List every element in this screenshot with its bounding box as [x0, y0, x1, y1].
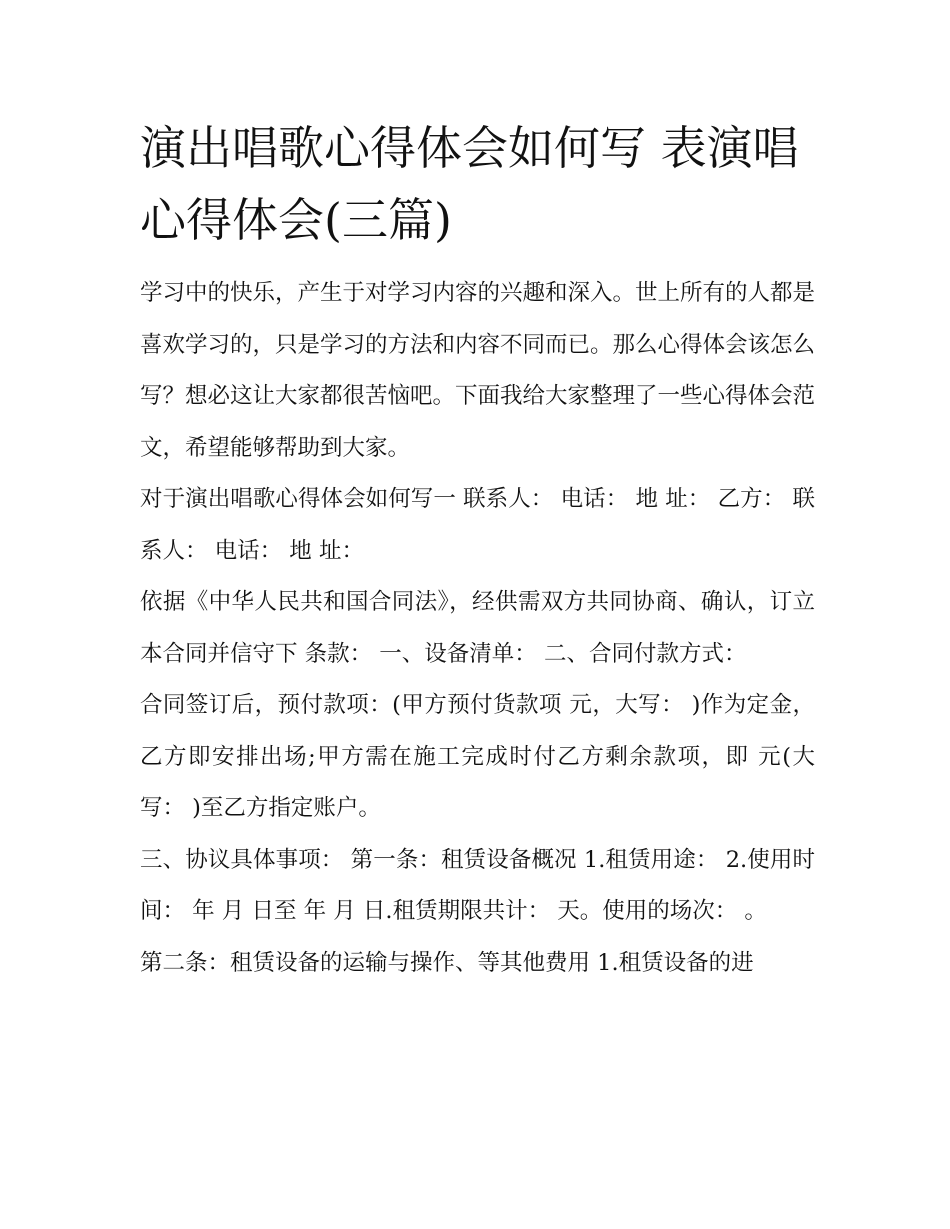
paragraph-contract-basis: 依据《中华人民共和国合同法》，经供需双方共同协商、确认，订立本合同并信守下 条款： 一、设备清单： 二、合同付款方式： [140, 589, 815, 667]
document-title: 演出唱歌心得体会如何写 表演唱心得体会(三篇) [140, 121, 799, 247]
paragraph-contacts: 对于演出唱歌心得体会如何写一 联系人： 电话： 地 址： 乙方： 联系人： 电话： 地 址： [140, 486, 815, 564]
paragraph-article-two: 第二条：租赁设备的运输与操作、等其他费用 1.租赁设备的进 [140, 949, 754, 976]
paragraph-agreement-items: 三、协议具体事项： 第一条：租赁设备概况 1.租赁用途： 2.使用时间： 年 月 日至 年 月 日.租赁期限共计： 天。使用的场次： 。 [140, 846, 815, 924]
paragraph-payment: 合同签订后，预付款项：(甲方预付货款项 元，大写： )作为定金，乙方即安排出场;甲方需在施工完成时付乙方剩余款项，即 元(大写： )至乙方指定账户。 [140, 692, 815, 821]
paragraph-intro: 学习中的快乐，产生于对学习内容的兴趣和深入。世上所有的人都是喜欢学习的，只是学习的方法和内容不同而已。那么心得体会该怎么写？想必这让大家都很苦恼吧。下面我给大家整理了一些心得体会范文，希望能够帮助到大家。 [140, 280, 816, 461]
document-body [140, 112, 815, 989]
